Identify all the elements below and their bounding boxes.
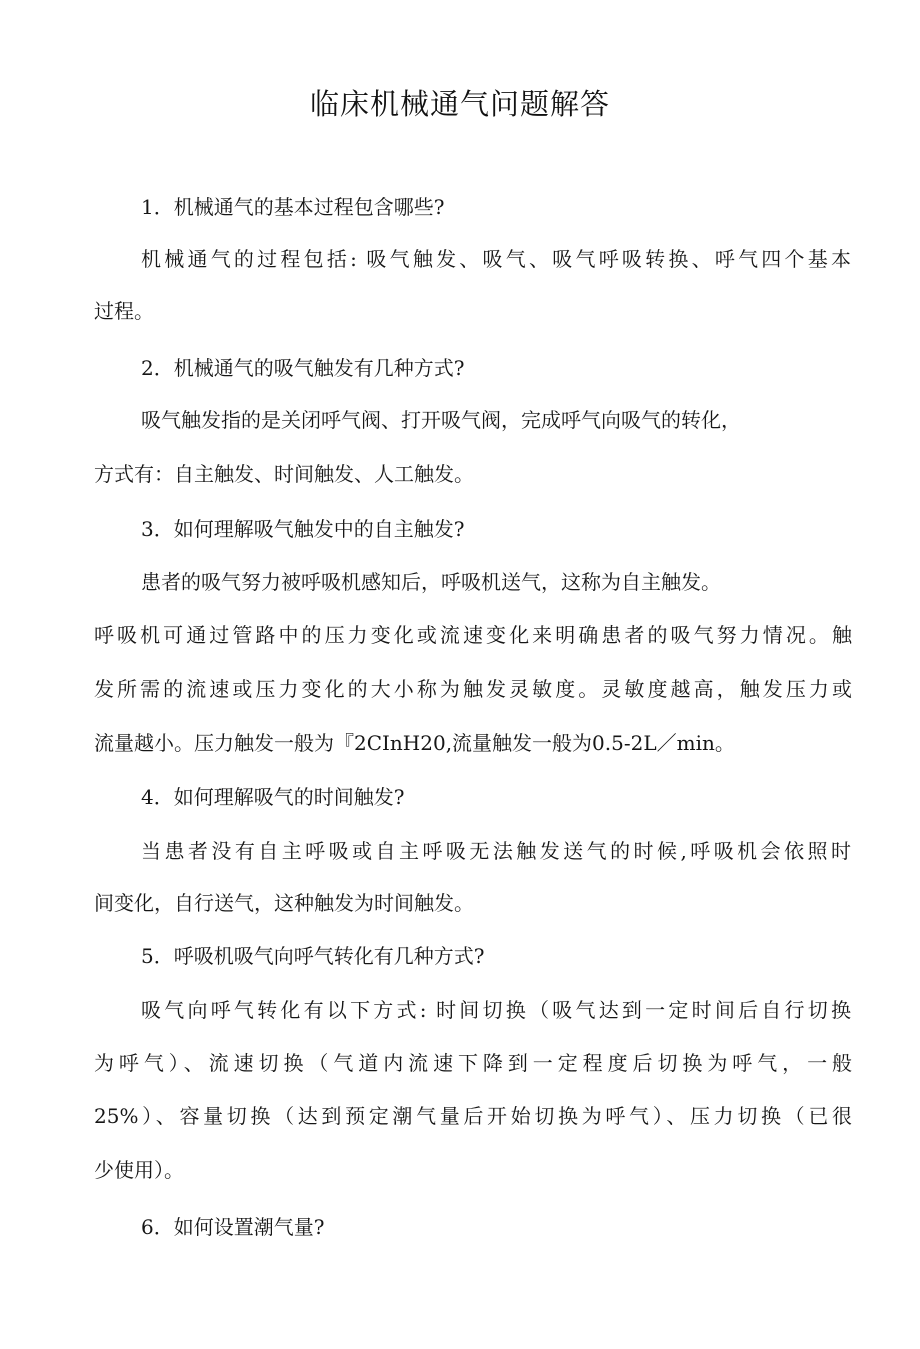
answer-3-line-4: 流量越小。压力触发一般为『2CInH20,流量触发一般为0.5-2L／min。 [94,731,735,755]
answer-2-line-1: 吸气触发指的是关闭呼气阀、打开吸气阀，完成呼气向吸气的转化， [141,408,741,432]
question-4: 4．如何理解吸气的时间触发? [141,785,405,809]
question-3: 3．如何理解吸气触发中的自主触发? [141,517,465,541]
question-6: 6．如何设置潮气量? [141,1215,325,1239]
answer-1-line-2: 过程。 [94,299,154,323]
answer-1-line-1: 机械通气的过程包括: 吸气触发、吸气、吸气呼吸转换、呼气四个基本 [141,247,851,271]
answer-5-line-1: 吸气向呼气转化有以下方式: 时间切换（吸气达到一定时间后自行切换 [141,998,851,1022]
question-1: 1．机械通气的基本过程包含哪些? [141,195,445,219]
answer-5-line-4: 少使用）。 [94,1158,184,1182]
answer-4-line-1: 当患者没有自主呼吸或自主呼吸无法触发送气的时候,呼吸机会依照时 [141,839,851,863]
answer-4-line-2: 间变化，自行送气，这种触发为时间触发。 [94,891,474,915]
answer-5-line-3: 25%）、容量切换（达到预定潮气量后开始切换为呼气）、压力切换（已很 [94,1104,852,1128]
question-2: 2．机械通气的吸气触发有几种方式? [141,356,465,380]
question-5: 5．呼吸机吸气向呼气转化有几种方式? [141,944,485,968]
document-title: 临床机械通气问题解答 [309,87,610,121]
answer-3-line-3: 发所需的流速或压力变化的大小称为触发灵敏度。灵敏度越高，触发压力或 [94,677,852,701]
answer-3-line-2: 呼吸机可通过管路中的压力变化或流速变化来明确患者的吸气努力情况。触 [94,623,852,647]
answer-2-line-2: 方式有：自主触发、时间触发、人工触发。 [94,462,474,486]
answer-5-line-2: 为呼气）、流速切换（气道内流速下降到一定程度后切换为呼气，一般 [94,1051,852,1075]
answer-3-line-1: 患者的吸气努力被呼吸机感知后，呼吸机送气，这称为自主触发。 [141,570,721,594]
